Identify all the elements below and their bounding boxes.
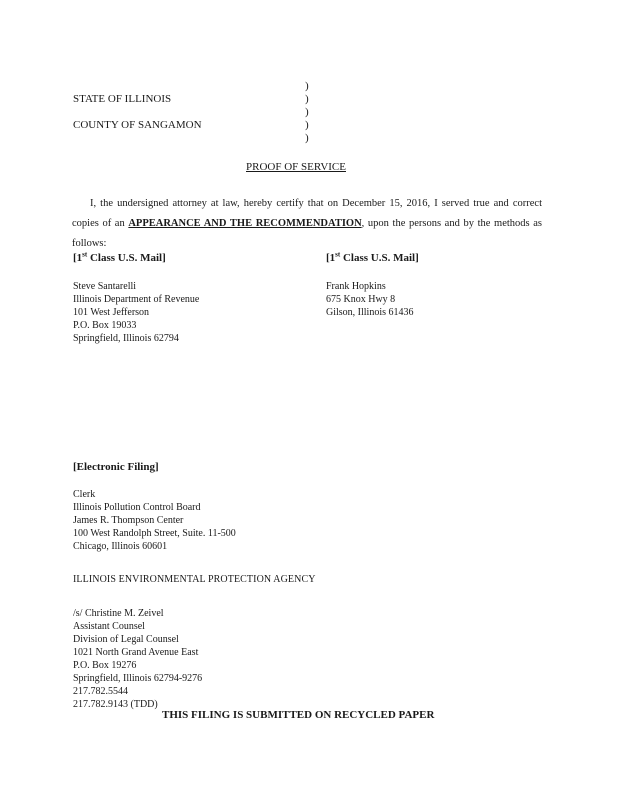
- method-prefix: [1: [73, 252, 83, 264]
- address-line: Steve Santarelli: [73, 281, 137, 292]
- signature-line: Assistant Counsel: [73, 621, 145, 632]
- signature-line: Division of Legal Counsel: [73, 634, 179, 645]
- paren: ): [305, 93, 309, 105]
- paren: ): [305, 132, 309, 144]
- paren: ): [305, 119, 309, 131]
- body-text-part1: I, the undersigned attorney at law, hereby certify that on December 15, 2016, I served true and correct copies of an: [72, 198, 542, 229]
- address-line: Springfield, Illinois 62794: [73, 333, 179, 344]
- signature-block: [73, 607, 202, 711]
- address-line: Clerk: [73, 489, 96, 500]
- signature-line: 217.782.5544: [73, 686, 128, 697]
- recipient-1-method: [73, 252, 166, 264]
- address-line: 675 Knox Hwy 8: [326, 294, 396, 305]
- recipient-2-address: [326, 280, 414, 319]
- recycled-paper-notice: THIS FILING IS SUBMITTED ON RECYCLED PAPER: [162, 709, 435, 721]
- recipient-1-address: [73, 280, 199, 345]
- signature-line: 217.782.9143 (TDD): [73, 699, 158, 710]
- method-superscript: st: [335, 250, 341, 259]
- paren: ): [305, 106, 309, 118]
- electronic-filing-method: [Electronic Filing]: [73, 461, 159, 473]
- address-line: Gilson, Illinois 61436: [326, 307, 414, 318]
- signature-line: 1021 North Grand Avenue East: [73, 647, 199, 658]
- address-line: P.O. Box 19033: [73, 320, 137, 331]
- electronic-filing-address: [73, 488, 236, 553]
- caption-parentheses: [305, 80, 309, 145]
- body-text-part2: , upon the persons and by the methods as follows:: [72, 218, 542, 249]
- document-title: APPEARANCE AND THE RECOMMENDATION: [128, 218, 362, 229]
- address-line: James R. Thompson Center: [73, 515, 184, 526]
- address-line: Frank Hopkins: [326, 281, 386, 292]
- address-line: 101 West Jefferson: [73, 307, 150, 318]
- signature-line: /s/ Christine M. Zeivel: [73, 608, 164, 619]
- method-suffix: Class U.S. Mail]: [87, 252, 166, 264]
- recipient-2-method: [326, 252, 419, 264]
- agency-name: ILLINOIS ENVIRONMENTAL PROTECTION AGENCY: [73, 574, 316, 585]
- method-suffix: Class U.S. Mail]: [340, 252, 419, 264]
- signature-line: P.O. Box 19276: [73, 660, 137, 671]
- caption-state: STATE OF ILLINOIS: [73, 93, 172, 105]
- method-superscript: st: [82, 250, 88, 259]
- address-line: Illinois Pollution Control Board: [73, 502, 201, 513]
- page-title: PROOF OF SERVICE: [246, 161, 346, 173]
- signature-line: Springfield, Illinois 62794-9276: [73, 673, 203, 684]
- method-prefix: [1: [326, 252, 336, 264]
- address-line: Chicago, Illinois 60601: [73, 541, 168, 552]
- paren: ): [305, 80, 309, 92]
- caption-county: COUNTY OF SANGAMON: [73, 119, 202, 131]
- address-line: Illinois Department of Revenue: [73, 294, 200, 305]
- address-line: 100 West Randolph Street, Suite. 11-500: [73, 528, 236, 539]
- certification-paragraph: [72, 194, 542, 254]
